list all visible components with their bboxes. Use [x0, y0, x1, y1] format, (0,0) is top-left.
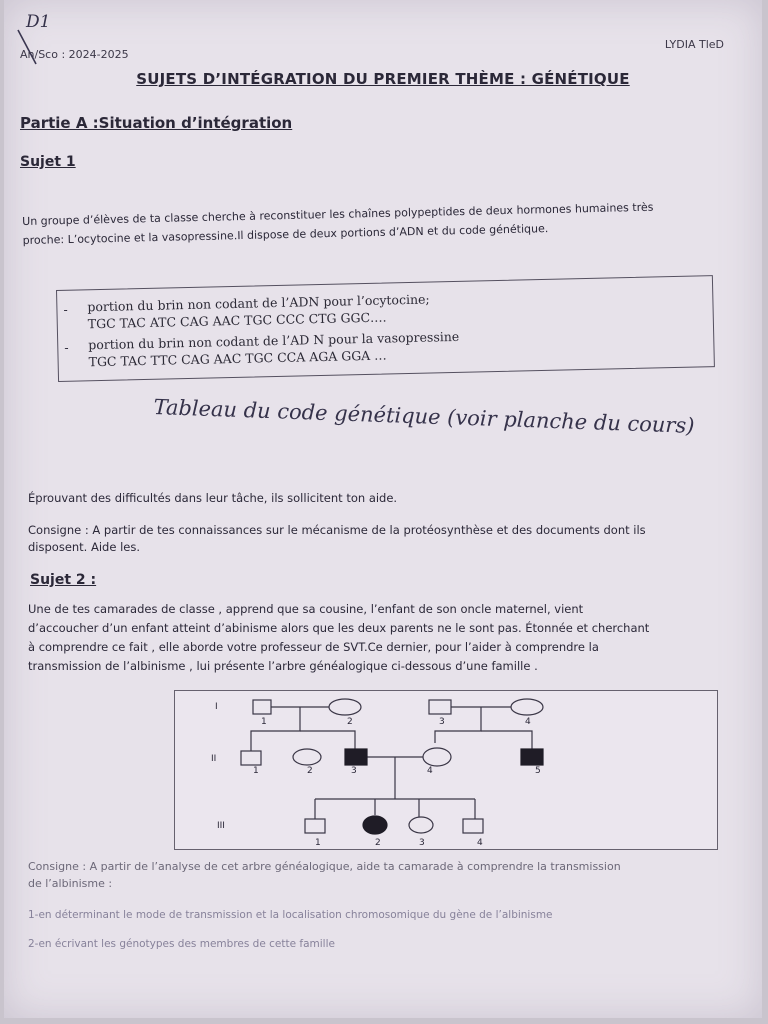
part-a-heading: Partie A :Situation d’intégration	[20, 114, 293, 132]
page-title: SUJETS D’INTÉGRATION DU PREMIER THÈME : GÉNÉTIQUE	[136, 70, 630, 88]
handwritten-note: Tableau du code génétique (voir planche du cours)	[153, 395, 695, 438]
g2-individual-5-affected	[521, 749, 543, 765]
school-name: LYDIA TleD	[664, 38, 724, 51]
sujet2-consigne-line-1: Consigne : A partir de l’analyse de cet arbre généalogique, aide ta camarade à comprendre la transmission	[28, 860, 621, 873]
sujet2-line-2: d’accoucher d’un enfant atteint d’abinisme alors que les deux parents ne le sont pas. Étonnée et cherchant	[28, 621, 650, 635]
g1-individual-3	[429, 700, 451, 714]
g1-individual-2	[329, 699, 361, 715]
difficulty-text: Éprouvant des difficultés dans leur tâche, ils sollicitent ton aide.	[28, 491, 398, 505]
g3-num-4: 4	[477, 838, 483, 848]
g2-num-4: 4	[427, 766, 433, 776]
dna-label-2: portion du brin non codant de l’AD N pour la vasopressine	[88, 328, 460, 353]
g3-individual-4	[463, 819, 483, 833]
sujet2-line-1: Une de tes camarades de classe , apprend que sa cousine, l’enfant de son oncle maternel, vient	[28, 602, 584, 616]
dna-portions-box: - portion du brin non codant de l’ADN pour l’ocytocine; TGC TAC ATC CAG AAC TGC CCC CTG GGC…. - portion du brin non codant de l’AD N pour la vasopressine TGC TAC TTC CAG AAC TGC CCA AGA GGA …	[56, 275, 715, 382]
pedigree-chart	[174, 690, 718, 850]
sujet2-consigne	[28, 858, 718, 892]
corner-handwritten-mark: D1	[26, 12, 51, 32]
pedigree-svg	[175, 691, 717, 849]
g2-individual-1	[241, 751, 261, 765]
gen-label-2: II	[211, 754, 217, 764]
dna-sequence-2: TGC TAC TTC CAG AAC TGC CCA AGA GGA …	[88, 347, 387, 370]
g1-num-1: 1	[261, 717, 267, 727]
dna-sequence-1: TGC TAC ATC CAG AAC TGC CCC CTG GGC….	[87, 309, 387, 332]
g2-individual-4	[423, 748, 451, 766]
g1-individual-4	[511, 699, 543, 715]
g1-individual-1	[253, 700, 271, 714]
dna-item-1	[87, 291, 430, 333]
sujet1-consigne	[28, 522, 718, 556]
sujet2-line-4: transmission de l’albinisme , lui présente l’arbre généalogique ci-dessous d’une famille .	[28, 659, 538, 673]
consigne-line-1: Consigne : A partir de tes connaissances sur le mécanisme de la protéosynthèse et des documents dont ils	[28, 523, 646, 537]
sujet1-intro	[22, 196, 713, 250]
sujet2-consigne-line-2: de l’albinisme :	[28, 877, 113, 890]
gen-label-1: I	[215, 702, 218, 712]
gen-label-3: III	[217, 821, 225, 831]
g1-num-3: 3	[439, 717, 445, 727]
sujet2-heading: Sujet 2 :	[30, 572, 97, 588]
descent-line-g1-b-2	[481, 731, 532, 751]
sujet2-line-3: à comprendre ce fait , elle aborde votre professeur de SVT.Ce dernier, pour l’aider à comprendre la	[28, 640, 599, 654]
g3-individual-2-affected	[363, 816, 387, 834]
g3-num-1: 1	[315, 838, 321, 848]
intro-line-2: proche: L’ocytocine et la vasopressine.Il dispose de deux portions d’ADN et du code génétique.	[22, 222, 549, 247]
g3-individual-1	[305, 819, 325, 833]
g3-num-3: 3	[419, 838, 425, 848]
dna-item-2	[88, 328, 460, 370]
school-year: An/Sco : 2024-2025	[20, 48, 129, 61]
descent-line-g1-a-2	[300, 731, 355, 751]
g2-num-3: 3	[351, 766, 357, 776]
dna-label-1: portion du brin non codant de l’ADN pour l’ocytocine;	[87, 291, 430, 315]
g2-num-1: 1	[253, 766, 259, 776]
sujet2-text	[28, 600, 718, 676]
g2-num-5: 5	[535, 766, 541, 776]
document-page	[4, 0, 762, 1018]
consigne-line-2: disposent. Aide les.	[28, 540, 141, 554]
g2-individual-3-affected	[345, 749, 367, 765]
g2-individual-2	[293, 749, 321, 765]
intro-line-1: Un groupe d’élèves de ta classe cherche à reconstituer les chaînes polypeptides de deux hormones humaines très	[22, 200, 654, 228]
sujet1-heading: Sujet 1	[20, 154, 76, 170]
g1-num-2: 2	[347, 717, 353, 727]
g1-num-4: 4	[525, 717, 531, 727]
question-2: 2-en écrivant les génotypes des membres de cette famille	[28, 938, 335, 950]
g3-individual-3	[409, 817, 433, 833]
question-1: 1-en déterminant le mode de transmission et la localisation chromosomique du gène de l’albinisme	[28, 909, 553, 921]
g2-num-2: 2	[307, 766, 313, 776]
g3-num-2: 2	[375, 838, 381, 848]
